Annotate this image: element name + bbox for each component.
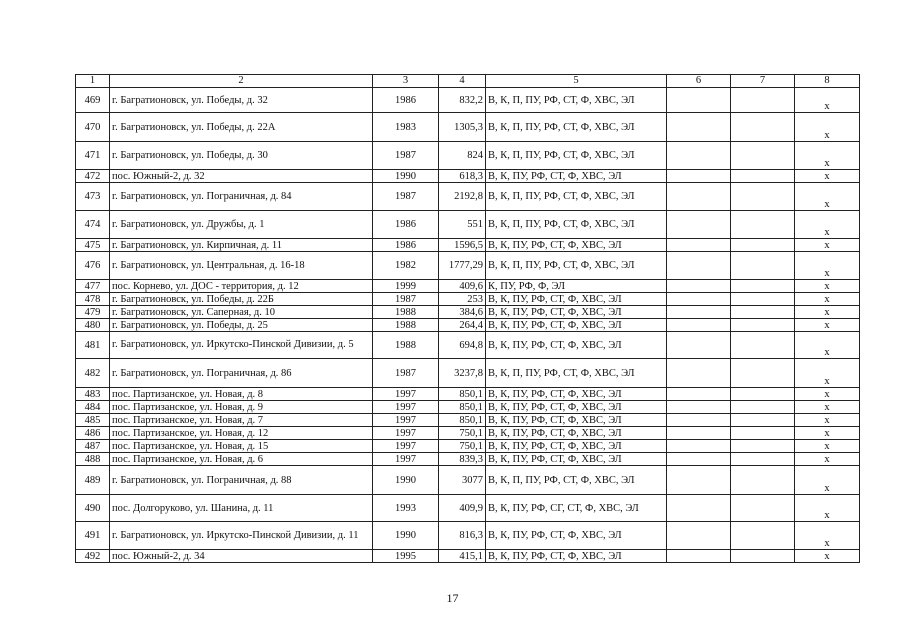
row-area: 384,6 [439,306,486,319]
row-number: 484 [76,401,110,414]
row-address: пос. Партизанское, ул. Новая, д. 12 [110,427,373,440]
row-address: г. Багратионовск, ул. Иркутско-Пинской Дивизии, д. 11 [110,522,373,550]
row-mark: х [795,319,860,332]
row-address: г. Багратионовск, ул. Пограничная, д. 88 [110,466,373,495]
table-row [76,550,860,563]
row-number: 480 [76,319,110,332]
row-number: 475 [76,239,110,252]
table-row [76,359,860,388]
row-number: 474 [76,211,110,239]
row-services: В, К, ПУ, РФ, СТ, Ф, ХВС, ЭЛ [486,388,667,401]
row-address: г. Багратионовск, ул. Победы, д. 32 [110,88,373,113]
row-col-7 [731,293,795,306]
row-address: г. Багратионовск, ул. Саперная, д. 10 [110,306,373,319]
row-year: 1990 [373,170,439,183]
row-mark: х [795,466,860,495]
row-number: 489 [76,466,110,495]
row-address: г. Багратионовск, ул. Кирпичная, д. 11 [110,239,373,252]
table-row [76,319,860,332]
table-row [76,495,860,522]
row-area: 750,1 [439,440,486,453]
row-area: 816,3 [439,522,486,550]
row-address: пос. Южный-2, д. 34 [110,550,373,563]
table-row [76,427,860,440]
row-year: 1986 [373,88,439,113]
row-year: 1997 [373,388,439,401]
row-services: В, К, П, ПУ, РФ, СТ, Ф, ХВС, ЭЛ [486,359,667,388]
row-area: 850,1 [439,414,486,427]
row-services: В, К, ПУ, РФ, СТ, Ф, ХВС, ЭЛ [486,414,667,427]
row-year: 1997 [373,440,439,453]
row-col-6 [667,466,731,495]
header-col-7: 7 [731,75,795,88]
row-col-7 [731,414,795,427]
row-services: К, ПУ, РФ, Ф, ЭЛ [486,280,667,293]
row-year: 1988 [373,319,439,332]
row-number: 491 [76,522,110,550]
row-mark: х [795,453,860,466]
table-row [76,113,860,142]
row-col-7 [731,183,795,211]
table-row [76,440,860,453]
row-address: пос. Долгоруково, ул. Шанина, д. 11 [110,495,373,522]
row-number: 492 [76,550,110,563]
row-col-6 [667,142,731,170]
header-row [76,75,860,88]
row-area: 264,4 [439,319,486,332]
row-col-7 [731,239,795,252]
row-col-7 [731,332,795,359]
row-mark: х [795,280,860,293]
row-col-6 [667,359,731,388]
row-mark: х [795,332,860,359]
row-col-6 [667,440,731,453]
housing-table [75,74,860,563]
row-mark: х [795,401,860,414]
table-row [76,414,860,427]
row-number: 476 [76,252,110,280]
row-col-7 [731,280,795,293]
row-col-7 [731,453,795,466]
row-col-6 [667,88,731,113]
table-row [76,239,860,252]
row-year: 1990 [373,522,439,550]
row-mark: х [795,170,860,183]
row-col-6 [667,388,731,401]
row-number: 470 [76,113,110,142]
header-col-3: 3 [373,75,439,88]
row-area: 839,3 [439,453,486,466]
table-row [76,211,860,239]
row-col-6 [667,239,731,252]
row-services: В, К, ПУ, РФ, СТ, Ф, ХВС, ЭЛ [486,453,667,466]
table-row [76,88,860,113]
row-services: В, К, ПУ, РФ, СТ, Ф, ХВС, ЭЛ [486,293,667,306]
row-col-6 [667,495,731,522]
row-col-6 [667,319,731,332]
row-col-6 [667,522,731,550]
row-address: г. Багратионовск, ул. Победы, д. 25 [110,319,373,332]
table-row [76,293,860,306]
table-row [76,142,860,170]
row-area: 850,1 [439,388,486,401]
row-col-6 [667,170,731,183]
row-col-7 [731,495,795,522]
row-col-7 [731,522,795,550]
row-year: 1986 [373,239,439,252]
row-col-6 [667,332,731,359]
row-col-6 [667,113,731,142]
row-area: 3237,8 [439,359,486,388]
row-col-6 [667,453,731,466]
row-address: пос. Южный-2, д. 32 [110,170,373,183]
row-number: 486 [76,427,110,440]
row-year: 1997 [373,414,439,427]
row-number: 482 [76,359,110,388]
row-col-6 [667,550,731,563]
row-services: В, К, П, ПУ, РФ, СТ, Ф, ХВС, ЭЛ [486,252,667,280]
row-area: 750,1 [439,427,486,440]
row-services: В, К, ПУ, РФ, СТ, Ф, ХВС, ЭЛ [486,522,667,550]
row-col-6 [667,427,731,440]
row-services: В, К, ПУ, РФ, СТ, Ф, ХВС, ЭЛ [486,550,667,563]
row-area: 415,1 [439,550,486,563]
row-address: пос. Партизанское, ул. Новая, д. 7 [110,414,373,427]
row-services: В, К, П, ПУ, РФ, СТ, Ф, ХВС, ЭЛ [486,113,667,142]
row-area: 832,2 [439,88,486,113]
row-area: 551 [439,211,486,239]
row-year: 1986 [373,211,439,239]
row-services: В, К, ПУ, РФ, СТ, Ф, ХВС, ЭЛ [486,401,667,414]
row-address: г. Багратионовск, ул. Центральная, д. 16-18 [110,252,373,280]
row-area: 2192,8 [439,183,486,211]
row-address: г. Багратионовск, ул. Победы, д. 22А [110,113,373,142]
row-year: 1993 [373,495,439,522]
row-services: В, К, П, ПУ, РФ, СТ, Ф, ХВС, ЭЛ [486,211,667,239]
table-row [76,466,860,495]
row-number: 478 [76,293,110,306]
row-services: В, К, ПУ, РФ, СТ, Ф, ХВС, ЭЛ [486,306,667,319]
row-year: 1987 [373,183,439,211]
row-col-7 [731,401,795,414]
row-area: 253 [439,293,486,306]
row-col-7 [731,142,795,170]
row-services: В, К, ПУ, РФ, СТ, Ф, ХВС, ЭЛ [486,170,667,183]
row-mark: х [795,440,860,453]
row-mark: х [795,142,860,170]
row-number: 485 [76,414,110,427]
row-address: пос. Партизанское, ул. Новая, д. 8 [110,388,373,401]
row-mark: х [795,211,860,239]
row-col-6 [667,280,731,293]
row-number: 487 [76,440,110,453]
row-year: 1982 [373,252,439,280]
row-mark: х [795,359,860,388]
row-area: 850,1 [439,401,486,414]
row-address: г. Багратионовск, ул. Пограничная, д. 86 [110,359,373,388]
row-address: г. Багратионовск, ул. Иркутско-Пинской Дивизии, д. 5 [110,332,373,359]
row-number: 479 [76,306,110,319]
table-row [76,306,860,319]
row-col-6 [667,401,731,414]
row-mark: х [795,550,860,563]
row-col-7 [731,440,795,453]
row-area: 618,3 [439,170,486,183]
table-row [76,401,860,414]
row-services: В, К, П, ПУ, РФ, СТ, Ф, ХВС, ЭЛ [486,466,667,495]
row-area: 409,6 [439,280,486,293]
row-number: 473 [76,183,110,211]
row-col-7 [731,550,795,563]
header-col-4: 4 [439,75,486,88]
row-number: 490 [76,495,110,522]
row-col-7 [731,388,795,401]
header-col-8: 8 [795,75,860,88]
row-area: 1596,5 [439,239,486,252]
row-mark: х [795,293,860,306]
table-row [76,522,860,550]
row-address: г. Багратионовск, ул. Победы, д. 22Б [110,293,373,306]
page-number: 17 [446,591,459,605]
row-mark: х [795,414,860,427]
row-col-6 [667,306,731,319]
table-row [76,388,860,401]
row-services: В, К, ПУ, РФ, СТ, Ф, ХВС, ЭЛ [486,440,667,453]
row-area: 694,8 [439,332,486,359]
row-mark: х [795,113,860,142]
row-services: В, К, П, ПУ, РФ, СТ, Ф, ХВС, ЭЛ [486,142,667,170]
row-col-7 [731,319,795,332]
row-col-6 [667,414,731,427]
row-year: 1988 [373,332,439,359]
row-number: 469 [76,88,110,113]
row-mark: х [795,388,860,401]
row-address: пос. Корнево, ул. ДОС - территория, д. 12 [110,280,373,293]
header-col-6: 6 [667,75,731,88]
row-col-6 [667,293,731,306]
row-number: 477 [76,280,110,293]
table-row [76,170,860,183]
row-col-7 [731,211,795,239]
header-col-1: 1 [76,75,110,88]
row-col-6 [667,252,731,280]
row-area: 824 [439,142,486,170]
row-mark: х [795,252,860,280]
row-number: 471 [76,142,110,170]
row-mark: х [795,495,860,522]
header-col-5: 5 [486,75,667,88]
row-area: 1777,29 [439,252,486,280]
row-services: В, К, ПУ, РФ, СТ, Ф, ХВС, ЭЛ [486,427,667,440]
row-area: 1305,3 [439,113,486,142]
row-year: 1997 [373,453,439,466]
row-address: пос. Партизанское, ул. Новая, д. 9 [110,401,373,414]
row-number: 472 [76,170,110,183]
row-year: 1995 [373,550,439,563]
table-row [76,183,860,211]
row-year: 1987 [373,359,439,388]
row-mark: х [795,239,860,252]
row-year: 1988 [373,306,439,319]
row-mark: х [795,306,860,319]
row-number: 483 [76,388,110,401]
row-number: 488 [76,453,110,466]
row-year: 1987 [373,142,439,170]
table-body [76,88,860,563]
row-mark: х [795,88,860,113]
table-row [76,332,860,359]
row-area: 3077 [439,466,486,495]
row-col-7 [731,359,795,388]
row-services: В, К, ПУ, РФ, СТ, Ф, ХВС, ЭЛ [486,332,667,359]
row-services: В, К, П, ПУ, РФ, СТ, Ф, ХВС, ЭЛ [486,183,667,211]
row-mark: х [795,522,860,550]
row-services: В, К, ПУ, РФ, СГ, СТ, Ф, ХВС, ЭЛ [486,495,667,522]
row-year: 1999 [373,280,439,293]
row-year: 1997 [373,427,439,440]
row-col-7 [731,427,795,440]
row-address: пос. Партизанское, ул. Новая, д. 15 [110,440,373,453]
header-col-2: 2 [110,75,373,88]
row-year: 1990 [373,466,439,495]
row-col-6 [667,211,731,239]
row-col-7 [731,113,795,142]
table-row [76,453,860,466]
row-mark: х [795,427,860,440]
row-year: 1987 [373,293,439,306]
row-col-7 [731,252,795,280]
table-row [76,280,860,293]
row-address: г. Багратионовск, ул. Пограничная, д. 84 [110,183,373,211]
row-col-7 [731,466,795,495]
table-row [76,252,860,280]
row-col-7 [731,88,795,113]
row-year: 1983 [373,113,439,142]
row-address: г. Багратионовск, ул. Победы, д. 30 [110,142,373,170]
row-address: г. Багратионовск, ул. Дружбы, д. 1 [110,211,373,239]
row-col-6 [667,183,731,211]
row-address: пос. Партизанское, ул. Новая, д. 6 [110,453,373,466]
row-number: 481 [76,332,110,359]
row-area: 409,9 [439,495,486,522]
row-col-7 [731,306,795,319]
row-year: 1997 [373,401,439,414]
row-services: В, К, П, ПУ, РФ, СТ, Ф, ХВС, ЭЛ [486,88,667,113]
row-services: В, К, ПУ, РФ, СТ, Ф, ХВС, ЭЛ [486,319,667,332]
row-services: В, К, ПУ, РФ, СТ, Ф, ХВС, ЭЛ [486,239,667,252]
row-mark: х [795,183,860,211]
row-col-7 [731,170,795,183]
